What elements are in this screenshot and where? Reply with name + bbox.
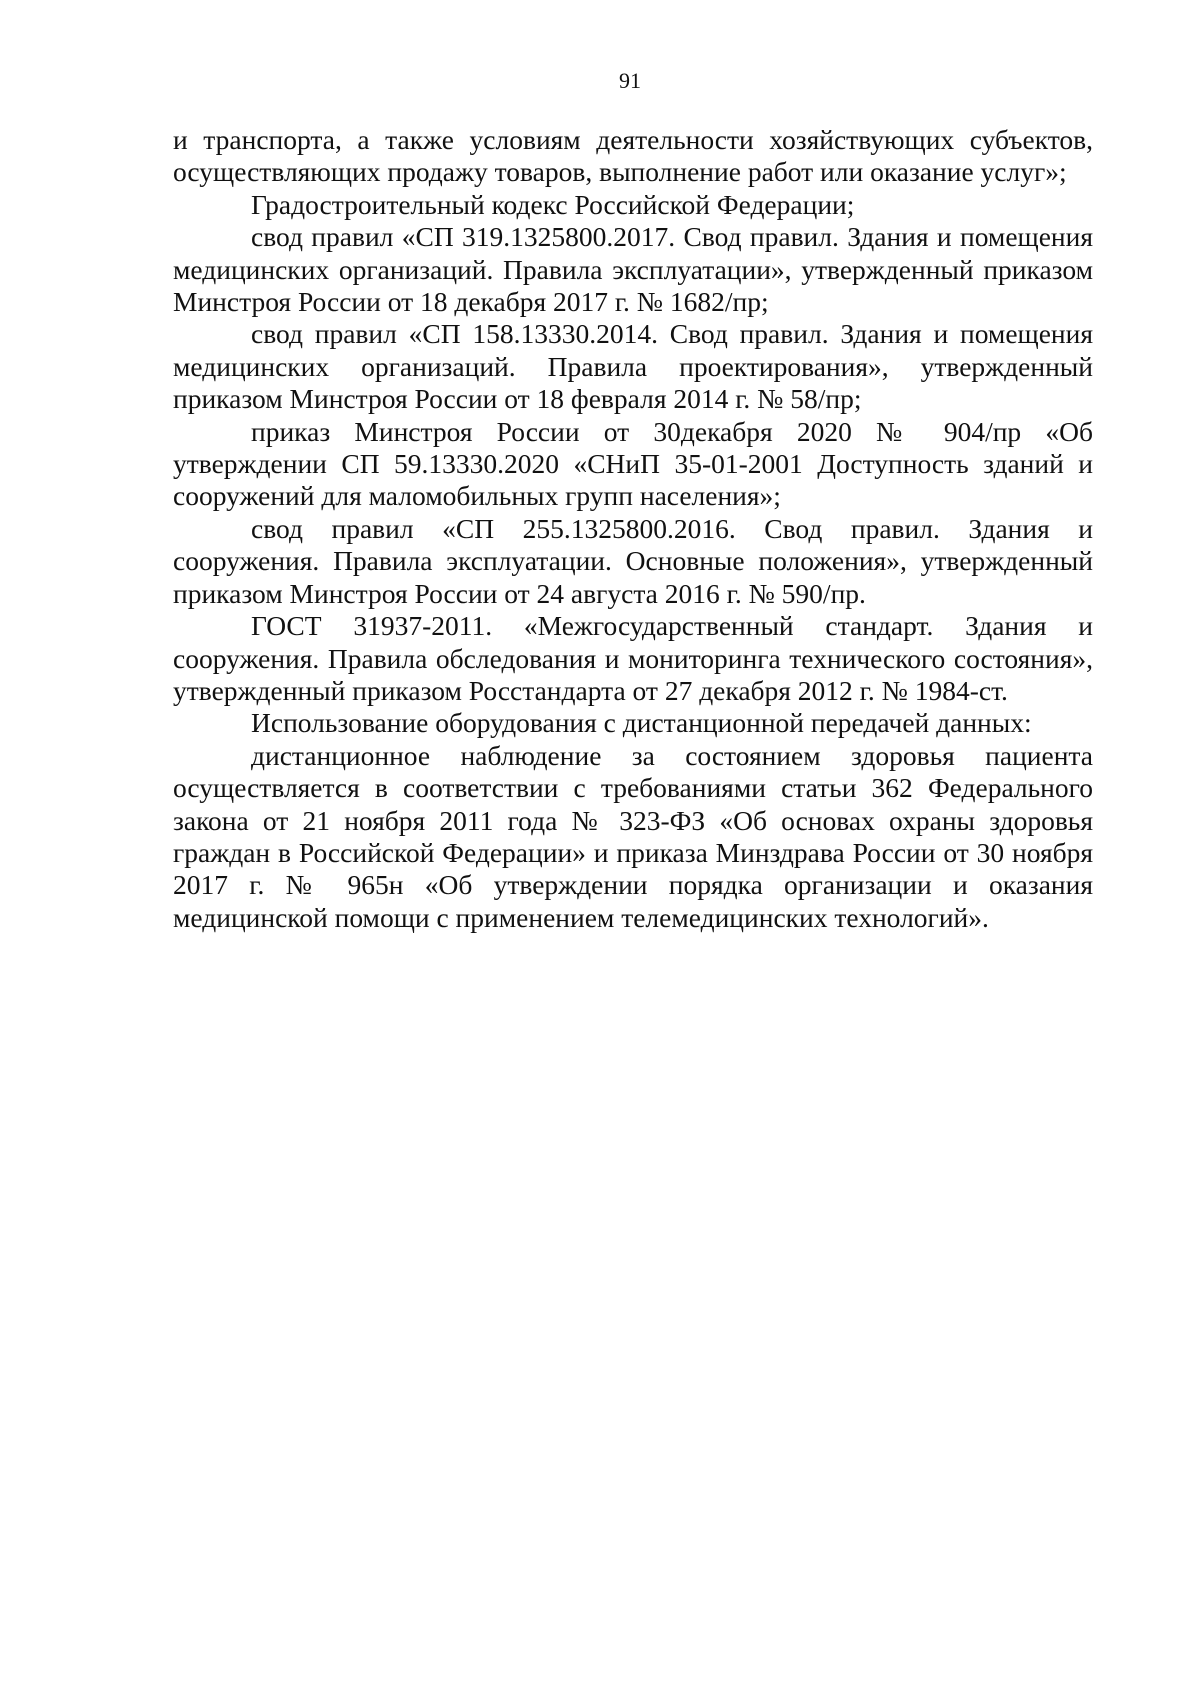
paragraph-remote-monitoring: дистанционное наблюдение за состоянием здоровья пациента осуществляется в соответствии с требованиями статьи 362 Федерального закона от 21 ноября 2011 года № 323-ФЗ «Об основах охраны здоровья граждан в Российской Федерации» и приказа Минздрава России от 30 ноября 2017 г. № 965н «Об утверждении порядка организации и оказания медицинской помощи с применением телемедицинских технологий».: [173, 739, 1093, 933]
paragraph-order-904: приказ Минстроя России от 30декабря 2020 № 904/пр «Об утверждении СП 59.13330.2020 «СНиП 35-01-2001 Доступность зданий и сооружений для маломобильных групп населения»;: [173, 415, 1093, 512]
paragraph-gost-31937: ГОСТ 31937-2011. «Межгосударственный стандарт. Здания и сооружения. Правила обследования и мониторинга технического состояния», утвержденный приказом Росстандарта от 27 декабря 2012 г. № 1984-ст.: [173, 610, 1093, 706]
paragraph-sp-158: свод правил «СП 158.13330.2014. Свод правил. Здания и помещения медицинских организаций. Правила проектирования», утвержденный приказом Минстроя России от 18 февраля 2014 г. № 58/пр;: [173, 318, 1093, 415]
page-number: 91: [619, 68, 641, 93]
paragraph-sp-255: свод правил «СП 255.1325800.2016. Свод правил. Здания и сооружения. Правила эксплуатации. Основные положения», утвержденный приказом Минстроя России от 24 августа 2016 г. № 590/пр.: [173, 512, 1093, 609]
paragraph-urban-planning-code: Градостроительный кодекс Российской Федерации;: [251, 188, 855, 220]
document-body: [173, 124, 1093, 934]
paragraph-sp-319: свод правил «СП 319.1325800.2017. Свод правил. Здания и помещения медицинских организаций. Правила эксплуатации», утвержденный приказом Минстроя России от 18 декабря 2017 г. № 1682/пр;: [173, 221, 1093, 318]
paragraph-remote-equipment-heading: Использование оборудования с дистанционной передачей данных:: [251, 707, 1032, 739]
paragraph-continuation: и транспорта, а также условиям деятельности хозяйствующих субъектов, осуществляющих продажу товаров, выполнение работ или оказание услуг»;: [173, 124, 1093, 188]
